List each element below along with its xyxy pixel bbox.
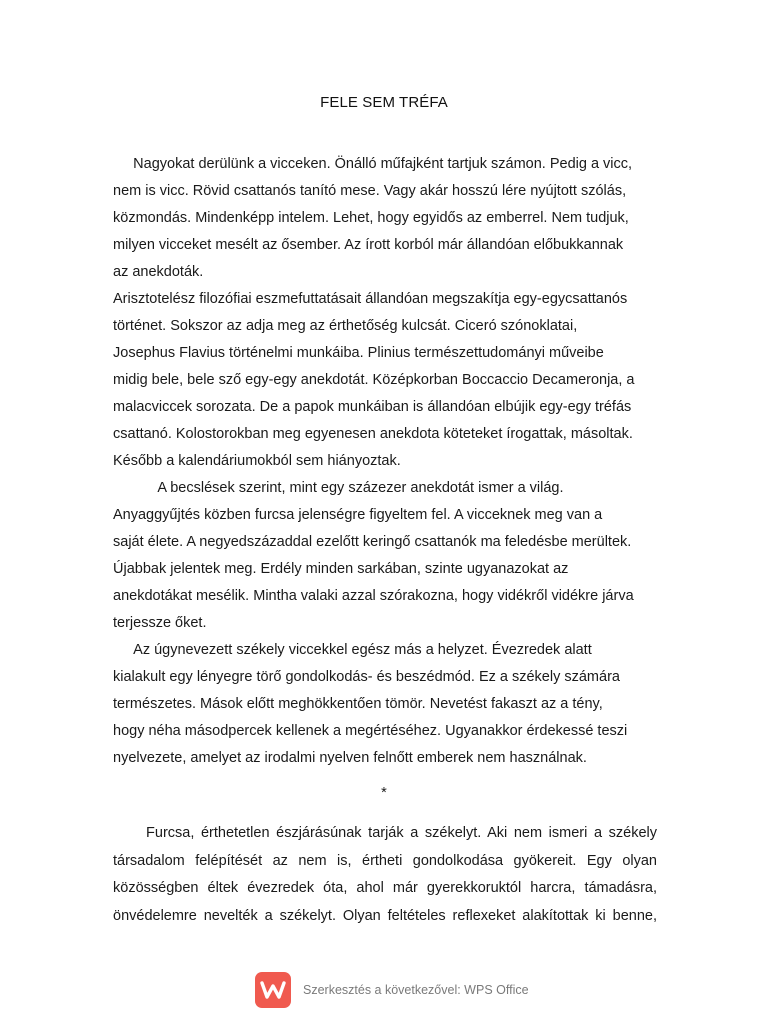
text-line: Később a kalendáriumokból sem hiányoztak. <box>113 453 401 469</box>
text-line: nem is vicc. Rövid csattanós tanító mese. Vagy akár hosszú lére nyújtott szólás, <box>113 183 627 199</box>
text-line: saját élete. A negyedszázaddal ezelőtt keringő csattanók ma feledésbe merültek. <box>113 534 632 550</box>
text-line: Arisztotelész filozófiai eszmefuttatásait állandóan megszakítja egy-egycsattanós <box>113 291 628 307</box>
text-line: Josephus Flavius történelmi munkáiba. Plinius természettudományi műveibe <box>113 345 604 361</box>
text-line: midig bele, bele sző egy-egy anekdotát. Középkorban Boccaccio Decameronja, a <box>113 372 635 388</box>
wps-office-icon[interactable] <box>255 972 291 1008</box>
text-line: történet. Sokszor az adja meg az érthetőség kulcsát. Ciceró szónoklatai, <box>113 318 578 334</box>
text-line: társadalom felépítését az nem is, értheti gondolkodása gyökereit. Egy olyan <box>113 852 657 869</box>
text-line: Nagyokat derülünk a vicceken. Önálló műfajként tartjuk számon. Pedig a vicc, <box>113 156 633 172</box>
text-line: malacviccek sorozata. De a papok munkáiban is állandóan elbújik egy-egy tréfás <box>113 399 632 415</box>
section-separator: * <box>381 785 387 801</box>
text-line: milyen vicceket mesélt az ősember. Az írott korból már állandóan előbukkannak <box>113 237 624 253</box>
document-body <box>113 151 659 772</box>
document-body-continued <box>113 820 657 930</box>
text-line: kialakult egy lényegre törő gondolkodás- és beszédmód. Ez a székely számára <box>113 669 620 685</box>
text-line: Furcsa, érthetetlen észjárásúnak tarják a székelyt. Aki nem ismeri a székely <box>113 825 657 841</box>
text-line: nyelvezete, amelyet az irodalmi nyelven felnőtt emberek nem használnak. <box>113 750 587 766</box>
text-line: Újabbak jelentek meg. Erdély minden sarkában, szinte ugyanazokat az <box>113 561 569 577</box>
text-line: közösségben éltek évezredek óta, ahol már gyerekkoruktól harcra, támadásra, <box>113 880 657 896</box>
text-line: Az úgynevezett székely viccekkel egész más a helyzet. Évezredek alatt <box>113 642 592 658</box>
text-line: Anyaggyűjtés közben furcsa jelenségre figyeltem fel. A vicceknek meg van a <box>113 507 603 523</box>
text-line: közmondás. Mindenképp intelem. Lehet, hogy egyidős az emberrel. Nem tudjuk, <box>113 210 629 226</box>
text-line: anekdotákat mesélik. Mintha valaki azzal szórakozna, hogy vidékről vidékre járva <box>113 588 634 604</box>
text-line: A becslések szerint, mint egy százezer anekdotát ismer a világ. <box>113 480 564 496</box>
text-line: hogy néha másodpercek kellenek a megértéséhez. Ugyanakkor érdekessé teszi <box>113 723 628 739</box>
text-line: csattanó. Kolostorokban meg egyenesen anekdota köteteket írogattak, másoltak. <box>113 426 633 442</box>
text-line: az anekdoták. <box>113 264 204 280</box>
text-line: önvédelemre nevelték a székelyt. Olyan feltételes reflexeket alakítottak ki benne, <box>113 907 657 924</box>
document-title: FELE SEM TRÉFA <box>320 94 448 111</box>
text-line: terjessze őket. <box>113 615 207 631</box>
wps-footer-label[interactable]: Szerkesztés a következővel: WPS Office <box>303 983 529 997</box>
wps-footer[interactable] <box>255 972 529 1008</box>
text-line: természetes. Mások előtt meghökkentően tömör. Nevetést fakaszt az a tény, <box>113 696 603 712</box>
